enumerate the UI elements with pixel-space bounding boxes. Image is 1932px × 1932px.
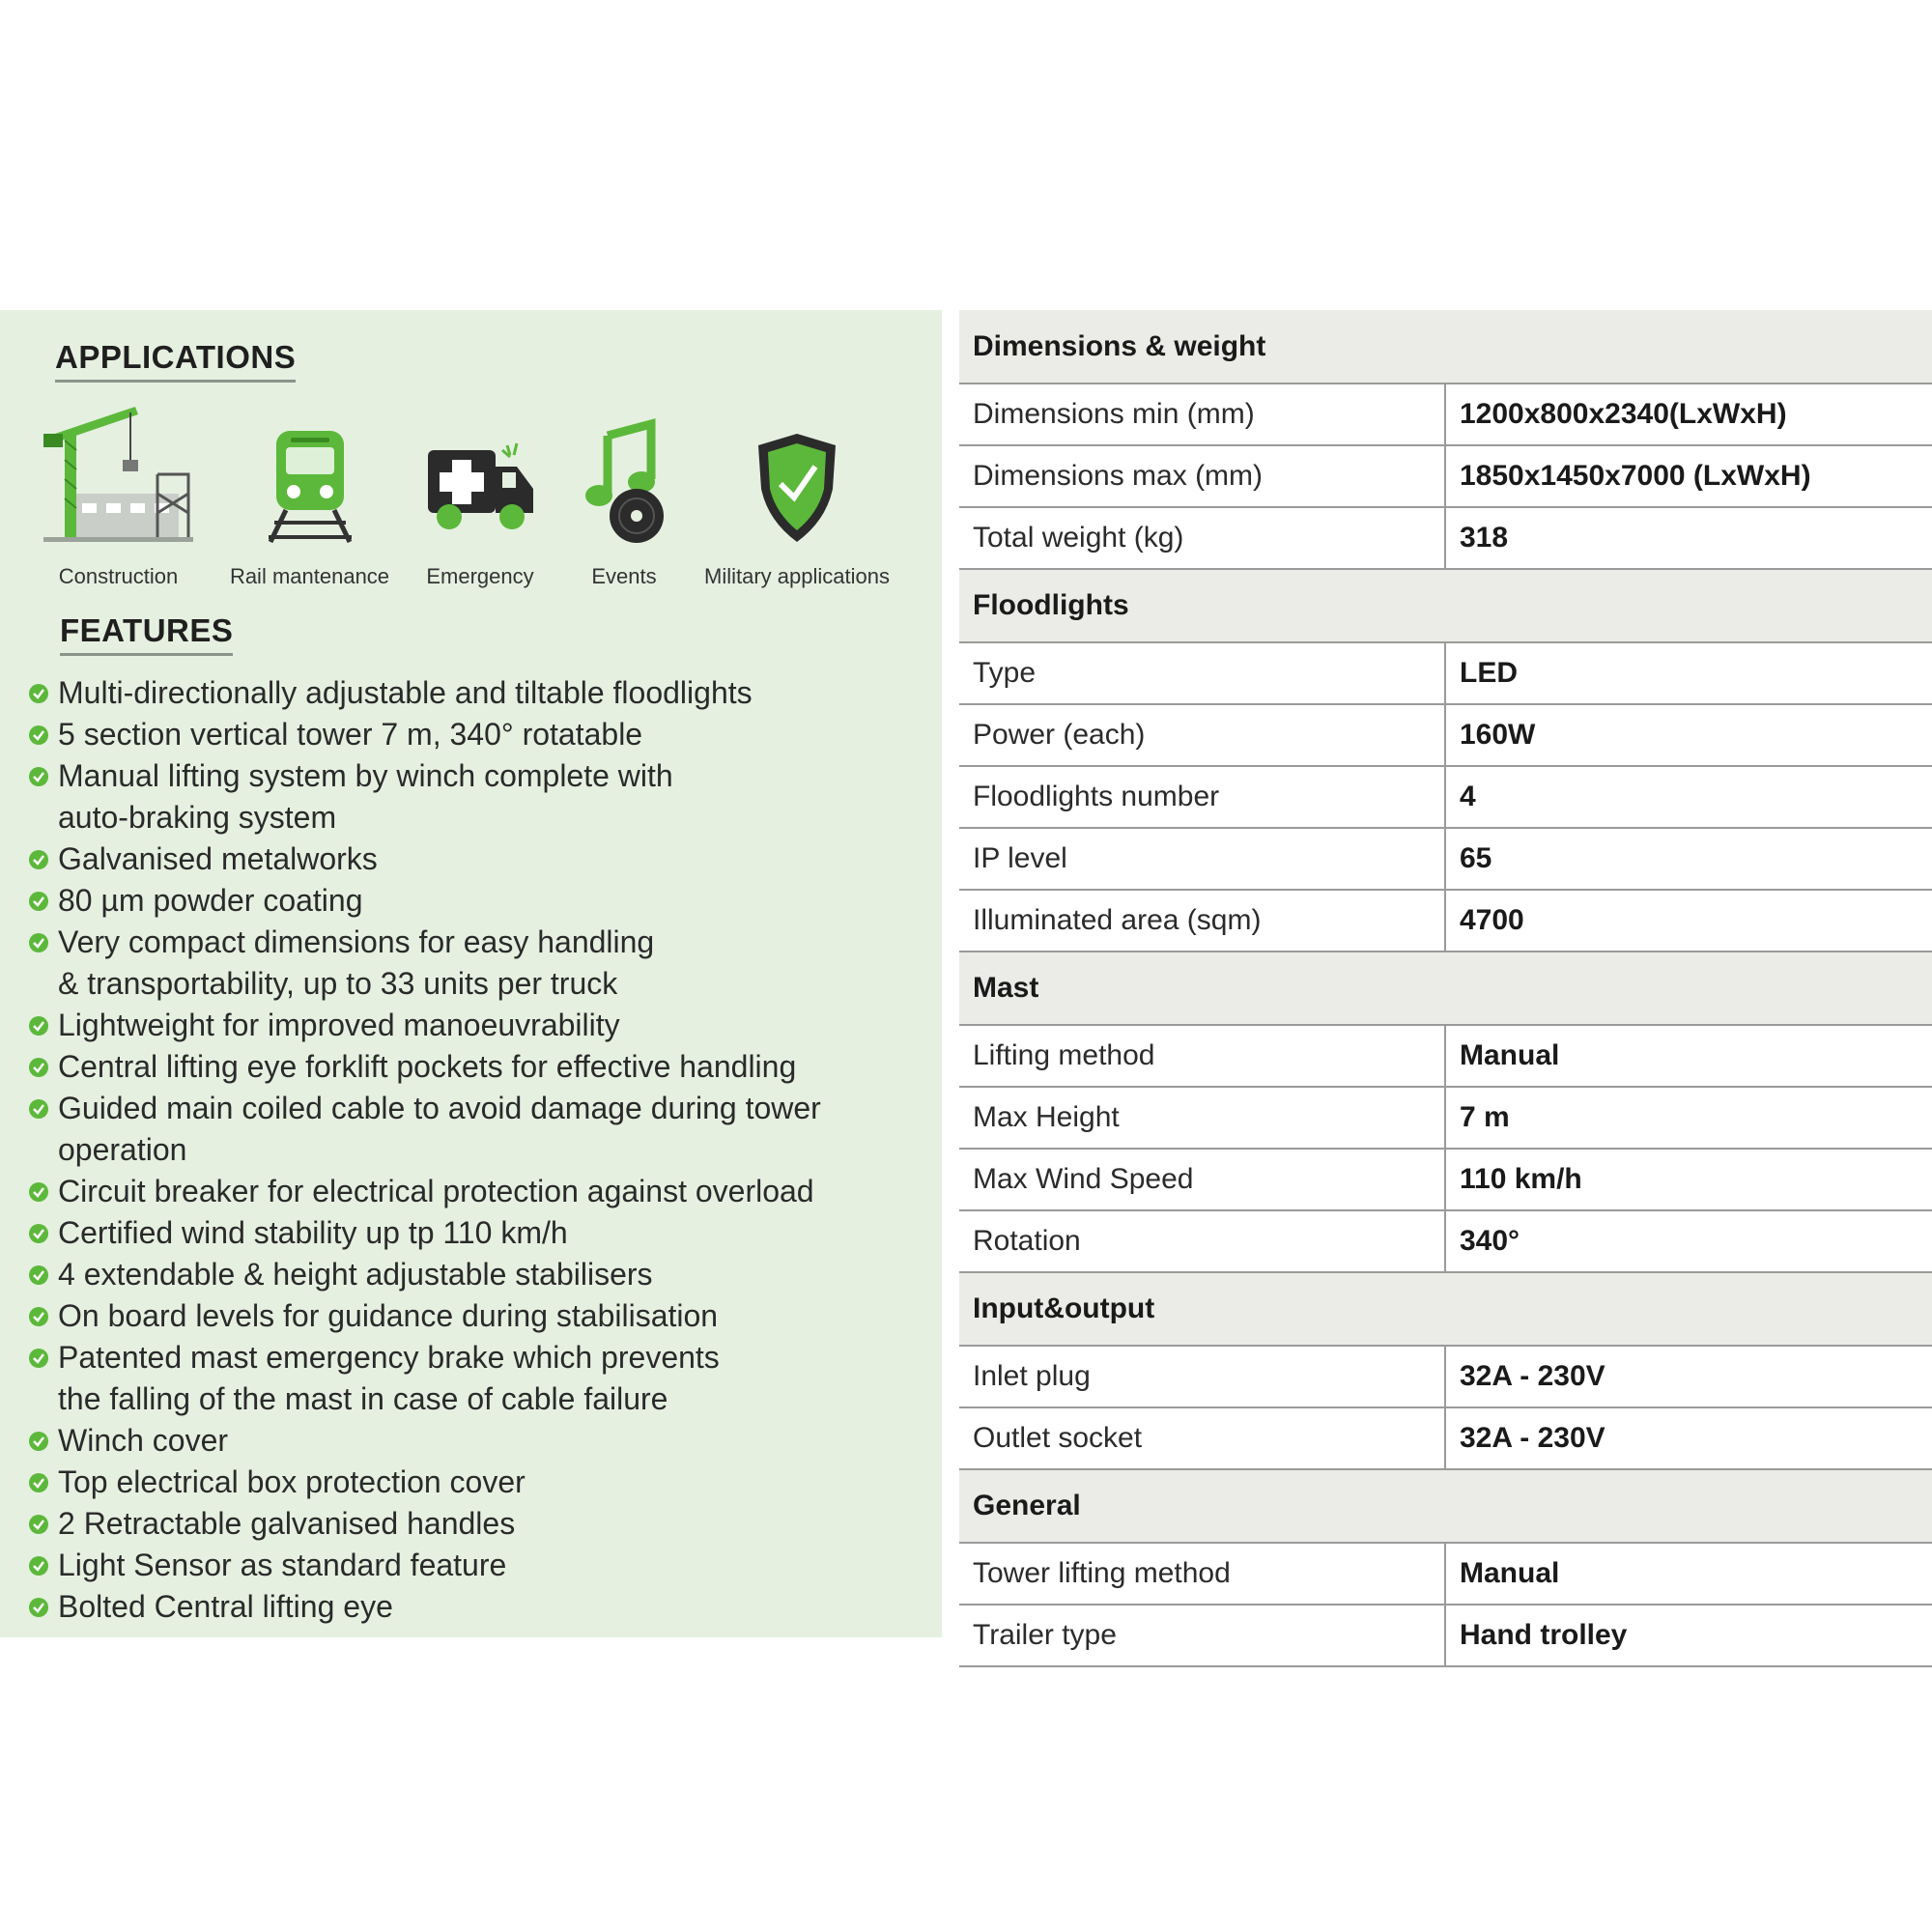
- feature-text: Certified wind stability up tp 110 km/h: [58, 1215, 568, 1250]
- feature-text: Multi-directionally adjustable and tiltable floodlights: [58, 675, 753, 710]
- check-circle-icon: [29, 767, 48, 786]
- spec-value: 1200x800x2340(LxWxH): [1445, 384, 1932, 445]
- check-circle-icon: [29, 850, 48, 869]
- feature-text: Central lifting eye forklift pockets for effective handling: [58, 1049, 797, 1084]
- feature-text: Winch cover: [58, 1423, 229, 1458]
- spec-group-title: Dimensions & weight: [959, 310, 1932, 384]
- check-circle-icon: [29, 1182, 48, 1202]
- spec-group-title: Floodlights: [959, 569, 1932, 642]
- spec-value: Manual: [1445, 1025, 1932, 1087]
- spec-label: Max Height: [959, 1087, 1445, 1149]
- spec-value: LED: [1445, 642, 1932, 704]
- feature-text: auto-braking system: [58, 800, 337, 835]
- check-circle-icon: [29, 1349, 48, 1368]
- feature-text: Light Sensor as standard feature: [58, 1548, 507, 1582]
- features-heading: FEATURES: [60, 612, 233, 656]
- spec-row: [959, 1025, 1932, 1087]
- spec-group-header: [959, 310, 1932, 384]
- spec-row: [959, 890, 1932, 952]
- feature-text: operation: [58, 1132, 187, 1167]
- spec-value: 160W: [1445, 704, 1932, 766]
- spec-row: [959, 1605, 1932, 1666]
- check-circle-icon: [29, 684, 48, 703]
- spec-label: Dimensions min (mm): [959, 384, 1445, 445]
- check-circle-icon: [29, 1265, 48, 1285]
- check-circle-icon: [29, 1224, 48, 1243]
- spec-value: Manual: [1445, 1543, 1932, 1605]
- spec-table: [959, 310, 1932, 1667]
- feature-item: [0, 1254, 942, 1295]
- spec-label: Rotation: [959, 1210, 1445, 1272]
- spec-row: [959, 704, 1932, 766]
- feature-item: [0, 714, 942, 755]
- spec-label: Lifting method: [959, 1025, 1445, 1087]
- spec-value: Hand trolley: [1445, 1605, 1932, 1666]
- application-events: [576, 407, 672, 600]
- spec-value: 32A - 230V: [1445, 1407, 1932, 1469]
- check-circle-icon: [29, 1058, 48, 1077]
- spec-row: [959, 766, 1932, 828]
- spec-row: [959, 828, 1932, 890]
- features-list: [0, 672, 942, 1628]
- spec-group-header: [959, 952, 1932, 1025]
- spec-row: [959, 445, 1932, 507]
- feature-item: [0, 1046, 942, 1088]
- feature-text: Bolted Central lifting eye: [58, 1589, 393, 1624]
- check-circle-icon: [29, 933, 48, 952]
- spec-group-title: Mast: [959, 952, 1932, 1025]
- feature-item: [0, 755, 942, 838]
- check-circle-icon: [29, 892, 48, 911]
- spec-group-title: Input&output: [959, 1272, 1932, 1346]
- spec-row: [959, 507, 1932, 569]
- feature-item: [0, 838, 942, 880]
- check-circle-icon: [29, 1016, 48, 1036]
- feature-item: [0, 1295, 942, 1337]
- check-circle-icon: [29, 1307, 48, 1326]
- spec-value: 7 m: [1445, 1087, 1932, 1149]
- spec-row: [959, 1210, 1932, 1272]
- feature-text: 80 µm powder coating: [58, 883, 363, 918]
- train-icon: [220, 407, 399, 552]
- spec-value: 4: [1445, 766, 1932, 828]
- feature-text: Circuit breaker for electrical protection against overload: [58, 1174, 814, 1208]
- feature-item: [0, 1462, 942, 1503]
- spec-value: 340°: [1445, 1210, 1932, 1272]
- feature-text: 5 section vertical tower 7 m, 340° rotatable: [58, 717, 643, 752]
- spec-row: [959, 1149, 1932, 1210]
- feature-item: [0, 672, 942, 714]
- feature-text: Top electrical box protection cover: [58, 1464, 526, 1499]
- check-circle-icon: [29, 1432, 48, 1451]
- check-circle-icon: [29, 1099, 48, 1119]
- check-circle-icon: [29, 1473, 48, 1492]
- spec-row: [959, 1543, 1932, 1605]
- feature-item: [0, 880, 942, 922]
- application-label: Emergency: [426, 564, 534, 588]
- spec-label: Tower lifting method: [959, 1543, 1445, 1605]
- application-label: Events: [591, 564, 657, 588]
- application-military: [692, 407, 902, 600]
- spec-label: Illuminated area (sqm): [959, 890, 1445, 952]
- spec-row: [959, 642, 1932, 704]
- application-rail: [220, 407, 399, 600]
- application-label: Military applications: [704, 564, 890, 588]
- feature-text: 2 Retractable galvanised handles: [58, 1506, 516, 1541]
- spec-value: 32A - 230V: [1445, 1346, 1932, 1407]
- music-note-icon: [576, 407, 672, 552]
- feature-item: [0, 1545, 942, 1586]
- feature-item: [0, 1503, 942, 1545]
- spec-group-header: [959, 1469, 1932, 1543]
- spec-value: 318: [1445, 507, 1932, 569]
- spec-row: [959, 384, 1932, 445]
- feature-text: the falling of the mast in case of cable failure: [58, 1381, 668, 1416]
- applications-heading: APPLICATIONS: [55, 339, 296, 383]
- feature-item: [0, 1586, 942, 1628]
- feature-item: [0, 1005, 942, 1046]
- feature-item: [0, 922, 942, 1005]
- spec-group-title: General: [959, 1469, 1932, 1543]
- feature-text: Very compact dimensions for easy handling: [58, 924, 655, 959]
- feature-item: [0, 1420, 942, 1462]
- feature-text: Patented mast emergency brake which prevents: [58, 1340, 720, 1375]
- check-circle-icon: [29, 1515, 48, 1534]
- feature-text: Galvanised metalworks: [58, 841, 378, 876]
- spec-value: 65: [1445, 828, 1932, 890]
- feature-item: [0, 1212, 942, 1254]
- feature-item: [0, 1171, 942, 1212]
- spec-value: 1850x1450x7000 (LxWxH): [1445, 445, 1932, 507]
- check-circle-icon: [29, 1598, 48, 1617]
- feature-item: [0, 1337, 942, 1420]
- spec-label: Floodlights number: [959, 766, 1445, 828]
- spec-row: [959, 1407, 1932, 1469]
- feature-text: & transportability, up to 33 units per truck: [58, 966, 618, 1001]
- check-circle-icon: [29, 1556, 48, 1576]
- spec-group-header: [959, 1272, 1932, 1346]
- left-panel: [0, 310, 942, 1637]
- check-circle-icon: [29, 725, 48, 745]
- spec-label: Max Wind Speed: [959, 1149, 1445, 1210]
- feature-text: On board levels for guidance during stabilisation: [58, 1298, 719, 1333]
- application-emergency: [417, 407, 543, 600]
- spec-label: Total weight (kg): [959, 507, 1445, 569]
- spec-label: Type: [959, 642, 1445, 704]
- application-label: Construction: [58, 564, 179, 588]
- spec-row: [959, 1346, 1932, 1407]
- spec-label: Dimensions max (mm): [959, 445, 1445, 507]
- shield-icon: [692, 407, 902, 552]
- application-construction: [43, 407, 193, 600]
- spec-label: IP level: [959, 828, 1445, 890]
- spec-group-header: [959, 569, 1932, 642]
- feature-text: Manual lifting system by winch complete with: [58, 758, 673, 793]
- spec-row: [959, 1087, 1932, 1149]
- ambulance-icon: [417, 407, 543, 552]
- feature-text: Guided main coiled cable to avoid damage during tower: [58, 1091, 821, 1125]
- spec-label: Trailer type: [959, 1605, 1445, 1666]
- application-label: Rail mantenance: [229, 564, 390, 588]
- spec-label: Power (each): [959, 704, 1445, 766]
- spec-value: 4700: [1445, 890, 1932, 952]
- feature-text: 4 extendable & height adjustable stabilisers: [58, 1257, 653, 1292]
- crane-icon: [43, 407, 193, 552]
- feature-text: Lightweight for improved manoeuvrability: [58, 1008, 620, 1042]
- spec-value: 110 km/h: [1445, 1149, 1932, 1210]
- spec-label: Inlet plug: [959, 1346, 1445, 1407]
- spec-label: Outlet socket: [959, 1407, 1445, 1469]
- feature-item: [0, 1088, 942, 1171]
